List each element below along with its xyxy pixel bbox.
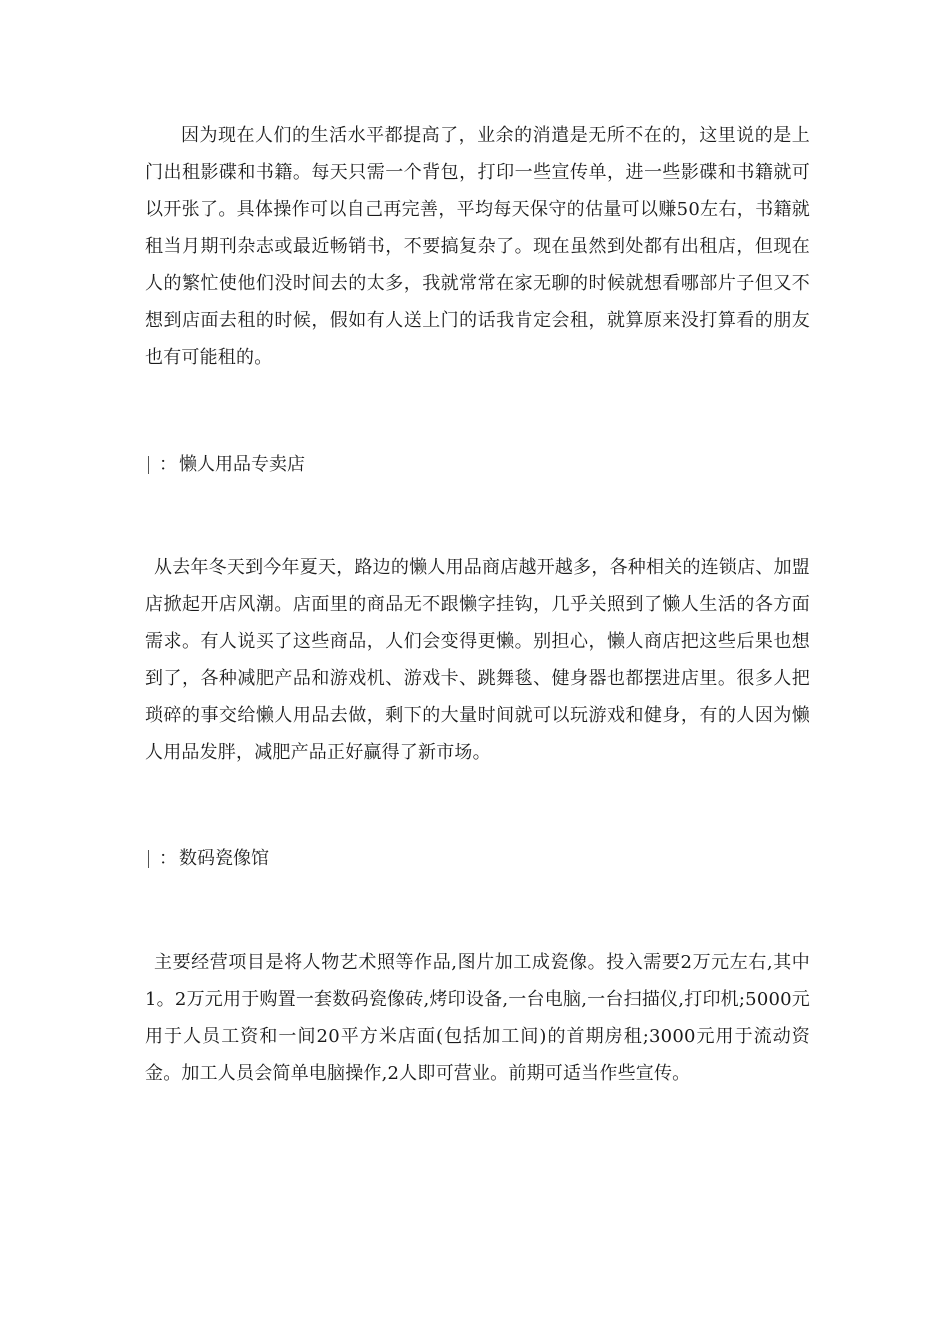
heading-bar-divider <box>148 456 149 474</box>
paragraph-video-book-rental: 因为现在人们的生活水平都提高了，业余的消遣是无所不在的，这里说的是上门出租影碟和书籍。每天只需一个背包，打印一些宣传单，进一些影碟和书籍就可以开张了。具体操作可以自己再完善，平均每天保守的估量可以赚50左右，书籍就租当月期刊杂志或最近畅销书，不要搞复杂了。现在虽然到处都有出租店，但现在人的繁忙使他们没时间去的太多，我就常常在家无聊的时候就想看哪部片子但又不想到店面去租的时候，假如有人送上门的话我肯定会租，就算原来没打算看的朋友也有可能租的。 <box>145 125 810 368</box>
heading-marker: ： <box>159 454 177 475</box>
paragraph-digital-porcelain: 主要经营项目是将人物艺术照等作品,图片加工成瓷像。投入需要2万元左右,其中1。2万元用于购置一套数码瓷像砖,烤印设备,一台电脑,一台扫描仪,打印机;5000元用于人员工资和一间20平方米店面(包括加工间)的首期房租;3000元用于流动资金。加工人员会简单电脑操作,2人即可营业。前期可适当作些宣传。 <box>145 952 810 1084</box>
heading-bar-divider <box>148 850 149 868</box>
heading-marker: ： <box>159 848 177 869</box>
heading-title: 懒人用品专卖店 <box>179 454 305 475</box>
heading-title: 数码瓷像馆 <box>179 848 269 869</box>
section-heading-lazy-goods-store <box>148 450 305 480</box>
section-heading-digital-porcelain <box>148 844 269 874</box>
paragraph-lazy-goods-store: 从去年冬天到今年夏天，路边的懒人用品商店越开越多，各种相关的连锁店、加盟店掀起开店风潮。店面里的商品无不跟懒字挂钩，几乎关照到了懒人生活的各方面需求。有人说买了这些商品，人们会变得更懒。别担心，懒人商店把这些后果也想到了，各种减肥产品和游戏机、游戏卡、跳舞毯、健身器也都摆进店里。很多人把琐碎的事交给懒人用品去做，剩下的大量时间就可以玩游戏和健身，有的人因为懒人用品发胖，减肥产品正好赢得了新市场。 <box>145 557 810 763</box>
